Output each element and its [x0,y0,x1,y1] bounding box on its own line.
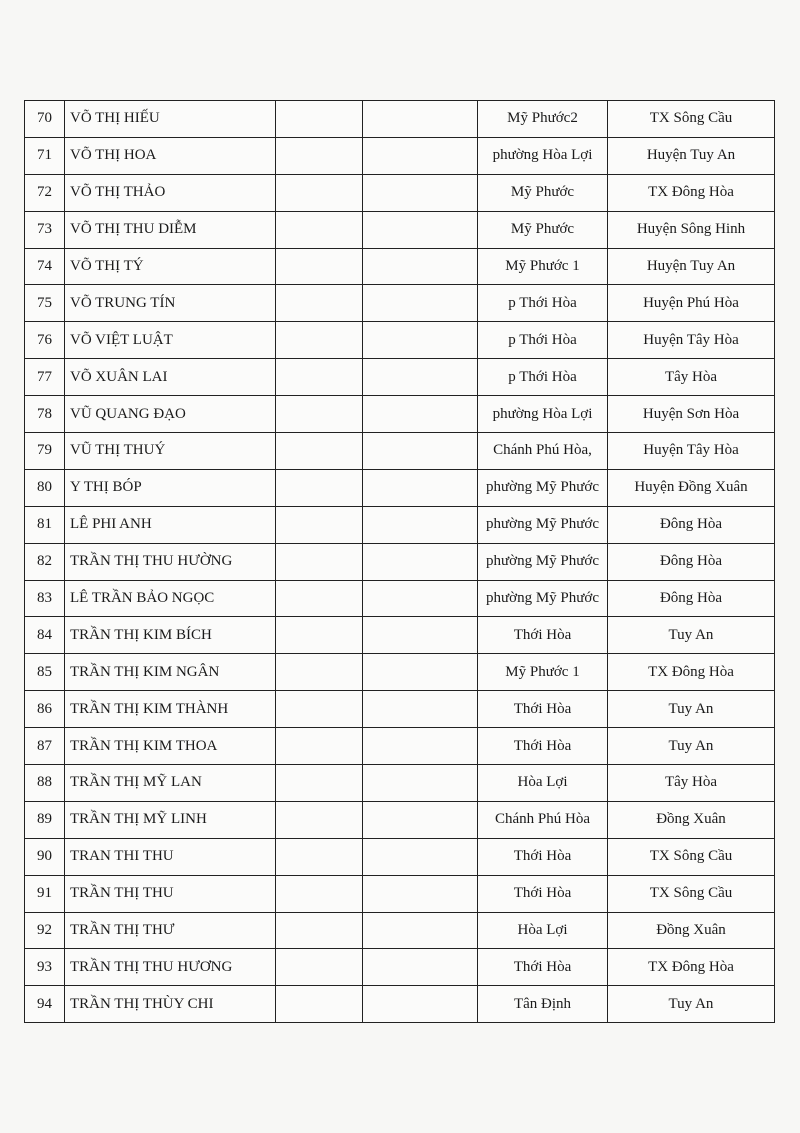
row-number: 74 [25,248,65,285]
ward-cell: Thới Hòa [478,875,608,912]
ward-cell: Mỹ Phước [478,211,608,248]
row-number: 80 [25,469,65,506]
ward-cell: p Thới Hòa [478,359,608,396]
table-row [25,912,775,949]
person-name: TRẦN THỊ THU [65,875,276,912]
district-cell: Huyện Tuy An [608,248,775,285]
row-number: 93 [25,949,65,986]
blank-cell [276,949,363,986]
blank-cell [363,801,478,838]
district-cell: Huyện Tây Hòa [608,322,775,359]
blank-cell [276,469,363,506]
blank-cell [276,285,363,322]
person-name: TRẦN THỊ THU HƯƠNG [65,949,276,986]
blank-cell [276,617,363,654]
table-row [25,801,775,838]
row-number: 86 [25,691,65,728]
table-row [25,543,775,580]
row-number: 72 [25,174,65,211]
row-number: 91 [25,875,65,912]
table-row [25,211,775,248]
person-name: TRẦN THỊ KIM THÀNH [65,691,276,728]
blank-cell [363,248,478,285]
table-row [25,691,775,728]
blank-cell [363,654,478,691]
person-name: VÕ THỊ HOA [65,137,276,174]
blank-cell [276,248,363,285]
blank-cell [276,912,363,949]
blank-cell [276,838,363,875]
blank-cell [363,322,478,359]
district-cell: Đông Hòa [608,506,775,543]
table-row [25,580,775,617]
blank-cell [363,580,478,617]
district-cell: Huyện Phú Hòa [608,285,775,322]
district-cell: Tuy An [608,617,775,654]
table-row [25,654,775,691]
person-name: TRẦN THỊ KIM NGÂN [65,654,276,691]
blank-cell [363,469,478,506]
row-number: 87 [25,728,65,765]
person-name: TRẦN THỊ THÙY CHI [65,986,276,1023]
blank-cell [363,433,478,470]
table-row [25,875,775,912]
blank-cell [276,765,363,802]
district-cell: Huyện Đồng Xuân [608,469,775,506]
table-row [25,506,775,543]
row-number: 90 [25,838,65,875]
table-row [25,101,775,138]
person-name: VÕ THỊ HIẾU [65,101,276,138]
table-body [25,101,775,1023]
ward-cell: Mỹ Phước 1 [478,654,608,691]
row-number: 88 [25,765,65,802]
blank-cell [363,506,478,543]
ward-cell: Chánh Phú Hòa [478,801,608,838]
district-cell: Đông Hòa [608,580,775,617]
blank-cell [363,728,478,765]
row-number: 77 [25,359,65,396]
blank-cell [276,322,363,359]
table-row [25,469,775,506]
blank-cell [363,838,478,875]
row-number: 94 [25,986,65,1023]
person-name: TRẦN THỊ MỸ LINH [65,801,276,838]
ward-cell: Thới Hòa [478,838,608,875]
row-number: 81 [25,506,65,543]
ward-cell: p Thới Hòa [478,285,608,322]
district-cell: TX Đông Hòa [608,174,775,211]
blank-cell [276,433,363,470]
table-row [25,322,775,359]
ward-cell: phường Mỹ Phước [478,580,608,617]
row-number: 82 [25,543,65,580]
member-list-table [24,100,775,1023]
table-row [25,359,775,396]
ward-cell: Mỹ Phước 1 [478,248,608,285]
blank-cell [276,174,363,211]
district-cell: Huyện Tây Hòa [608,433,775,470]
table-row [25,765,775,802]
blank-cell [276,728,363,765]
blank-cell [276,137,363,174]
district-cell: TX Sông Cầu [608,838,775,875]
district-cell: TX Đông Hòa [608,949,775,986]
table-row [25,949,775,986]
table-row [25,248,775,285]
blank-cell [363,949,478,986]
blank-cell [276,875,363,912]
blank-cell [363,359,478,396]
blank-cell [276,101,363,138]
person-name: TRAN THI THU [65,838,276,875]
person-name: TRẦN THỊ MỸ LAN [65,765,276,802]
table-row [25,838,775,875]
blank-cell [363,101,478,138]
row-number: 73 [25,211,65,248]
table-row [25,728,775,765]
ward-cell: Thới Hòa [478,617,608,654]
person-name: VÕ XUÂN LAI [65,359,276,396]
blank-cell [363,174,478,211]
person-name: VŨ QUANG ĐẠO [65,396,276,433]
ward-cell: Thới Hòa [478,728,608,765]
table-row [25,433,775,470]
ward-cell: Tân Định [478,986,608,1023]
ward-cell: phường Mỹ Phước [478,469,608,506]
blank-cell [276,691,363,728]
blank-cell [363,543,478,580]
ward-cell: Hòa Lợi [478,765,608,802]
person-name: VÕ THỊ THẢO [65,174,276,211]
blank-cell [363,912,478,949]
person-name: LÊ PHI ANH [65,506,276,543]
blank-cell [276,543,363,580]
table-row [25,617,775,654]
blank-cell [363,285,478,322]
ward-cell: phường Mỹ Phước [478,543,608,580]
person-name: VÕ THỊ THU DIỄM [65,211,276,248]
person-name: VÕ THỊ TÝ [65,248,276,285]
row-number: 84 [25,617,65,654]
ward-cell: Thới Hòa [478,691,608,728]
ward-cell: Chánh Phú Hòa, [478,433,608,470]
person-name: VÕ TRUNG TÍN [65,285,276,322]
person-name: TRẦN THỊ THƯ [65,912,276,949]
table-row [25,137,775,174]
person-name: TRẦN THỊ THU HƯỜNG [65,543,276,580]
blank-cell [363,765,478,802]
blank-cell [363,691,478,728]
person-name: TRẦN THỊ KIM THOA [65,728,276,765]
blank-cell [276,986,363,1023]
person-name: VŨ THỊ THUÝ [65,433,276,470]
row-number: 85 [25,654,65,691]
ward-cell: phường Mỹ Phước [478,506,608,543]
ward-cell: phường Hòa Lợi [478,396,608,433]
person-name: TRẦN THỊ KIM BÍCH [65,617,276,654]
blank-cell [363,137,478,174]
blank-cell [363,986,478,1023]
blank-cell [276,654,363,691]
table-row [25,986,775,1023]
blank-cell [276,359,363,396]
blank-cell [276,211,363,248]
row-number: 89 [25,801,65,838]
row-number: 70 [25,101,65,138]
blank-cell [363,875,478,912]
person-name: LÊ TRẦN BẢO NGỌC [65,580,276,617]
blank-cell [363,617,478,654]
district-cell: Huyện Tuy An [608,137,775,174]
row-number: 78 [25,396,65,433]
district-cell: Đông Hòa [608,543,775,580]
district-cell: Tuy An [608,728,775,765]
table-row [25,396,775,433]
row-number: 76 [25,322,65,359]
blank-cell [363,211,478,248]
row-number: 79 [25,433,65,470]
blank-cell [276,506,363,543]
district-cell: TX Sông Cầu [608,101,775,138]
blank-cell [276,396,363,433]
ward-cell: phường Hòa Lợi [478,137,608,174]
person-name: Y THỊ BÓP [65,469,276,506]
district-cell: Tuy An [608,691,775,728]
table-row [25,285,775,322]
district-cell: TX Đông Hòa [608,654,775,691]
row-number: 92 [25,912,65,949]
district-cell: Tây Hòa [608,765,775,802]
ward-cell: p Thới Hòa [478,322,608,359]
district-cell: Đồng Xuân [608,801,775,838]
district-cell: Huyện Sơn Hòa [608,396,775,433]
ward-cell: Hòa Lợi [478,912,608,949]
ward-cell: Mỹ Phước2 [478,101,608,138]
district-cell: Tuy An [608,986,775,1023]
ward-cell: Mỹ Phước [478,174,608,211]
row-number: 75 [25,285,65,322]
blank-cell [276,580,363,617]
district-cell: TX Sông Cầu [608,875,775,912]
row-number: 83 [25,580,65,617]
row-number: 71 [25,137,65,174]
blank-cell [363,396,478,433]
table-row [25,174,775,211]
blank-cell [276,801,363,838]
district-cell: Tây Hòa [608,359,775,396]
district-cell: Huyện Sông Hinh [608,211,775,248]
ward-cell: Thới Hòa [478,949,608,986]
person-name: VÕ VIỆT LUẬT [65,322,276,359]
district-cell: Đồng Xuân [608,912,775,949]
